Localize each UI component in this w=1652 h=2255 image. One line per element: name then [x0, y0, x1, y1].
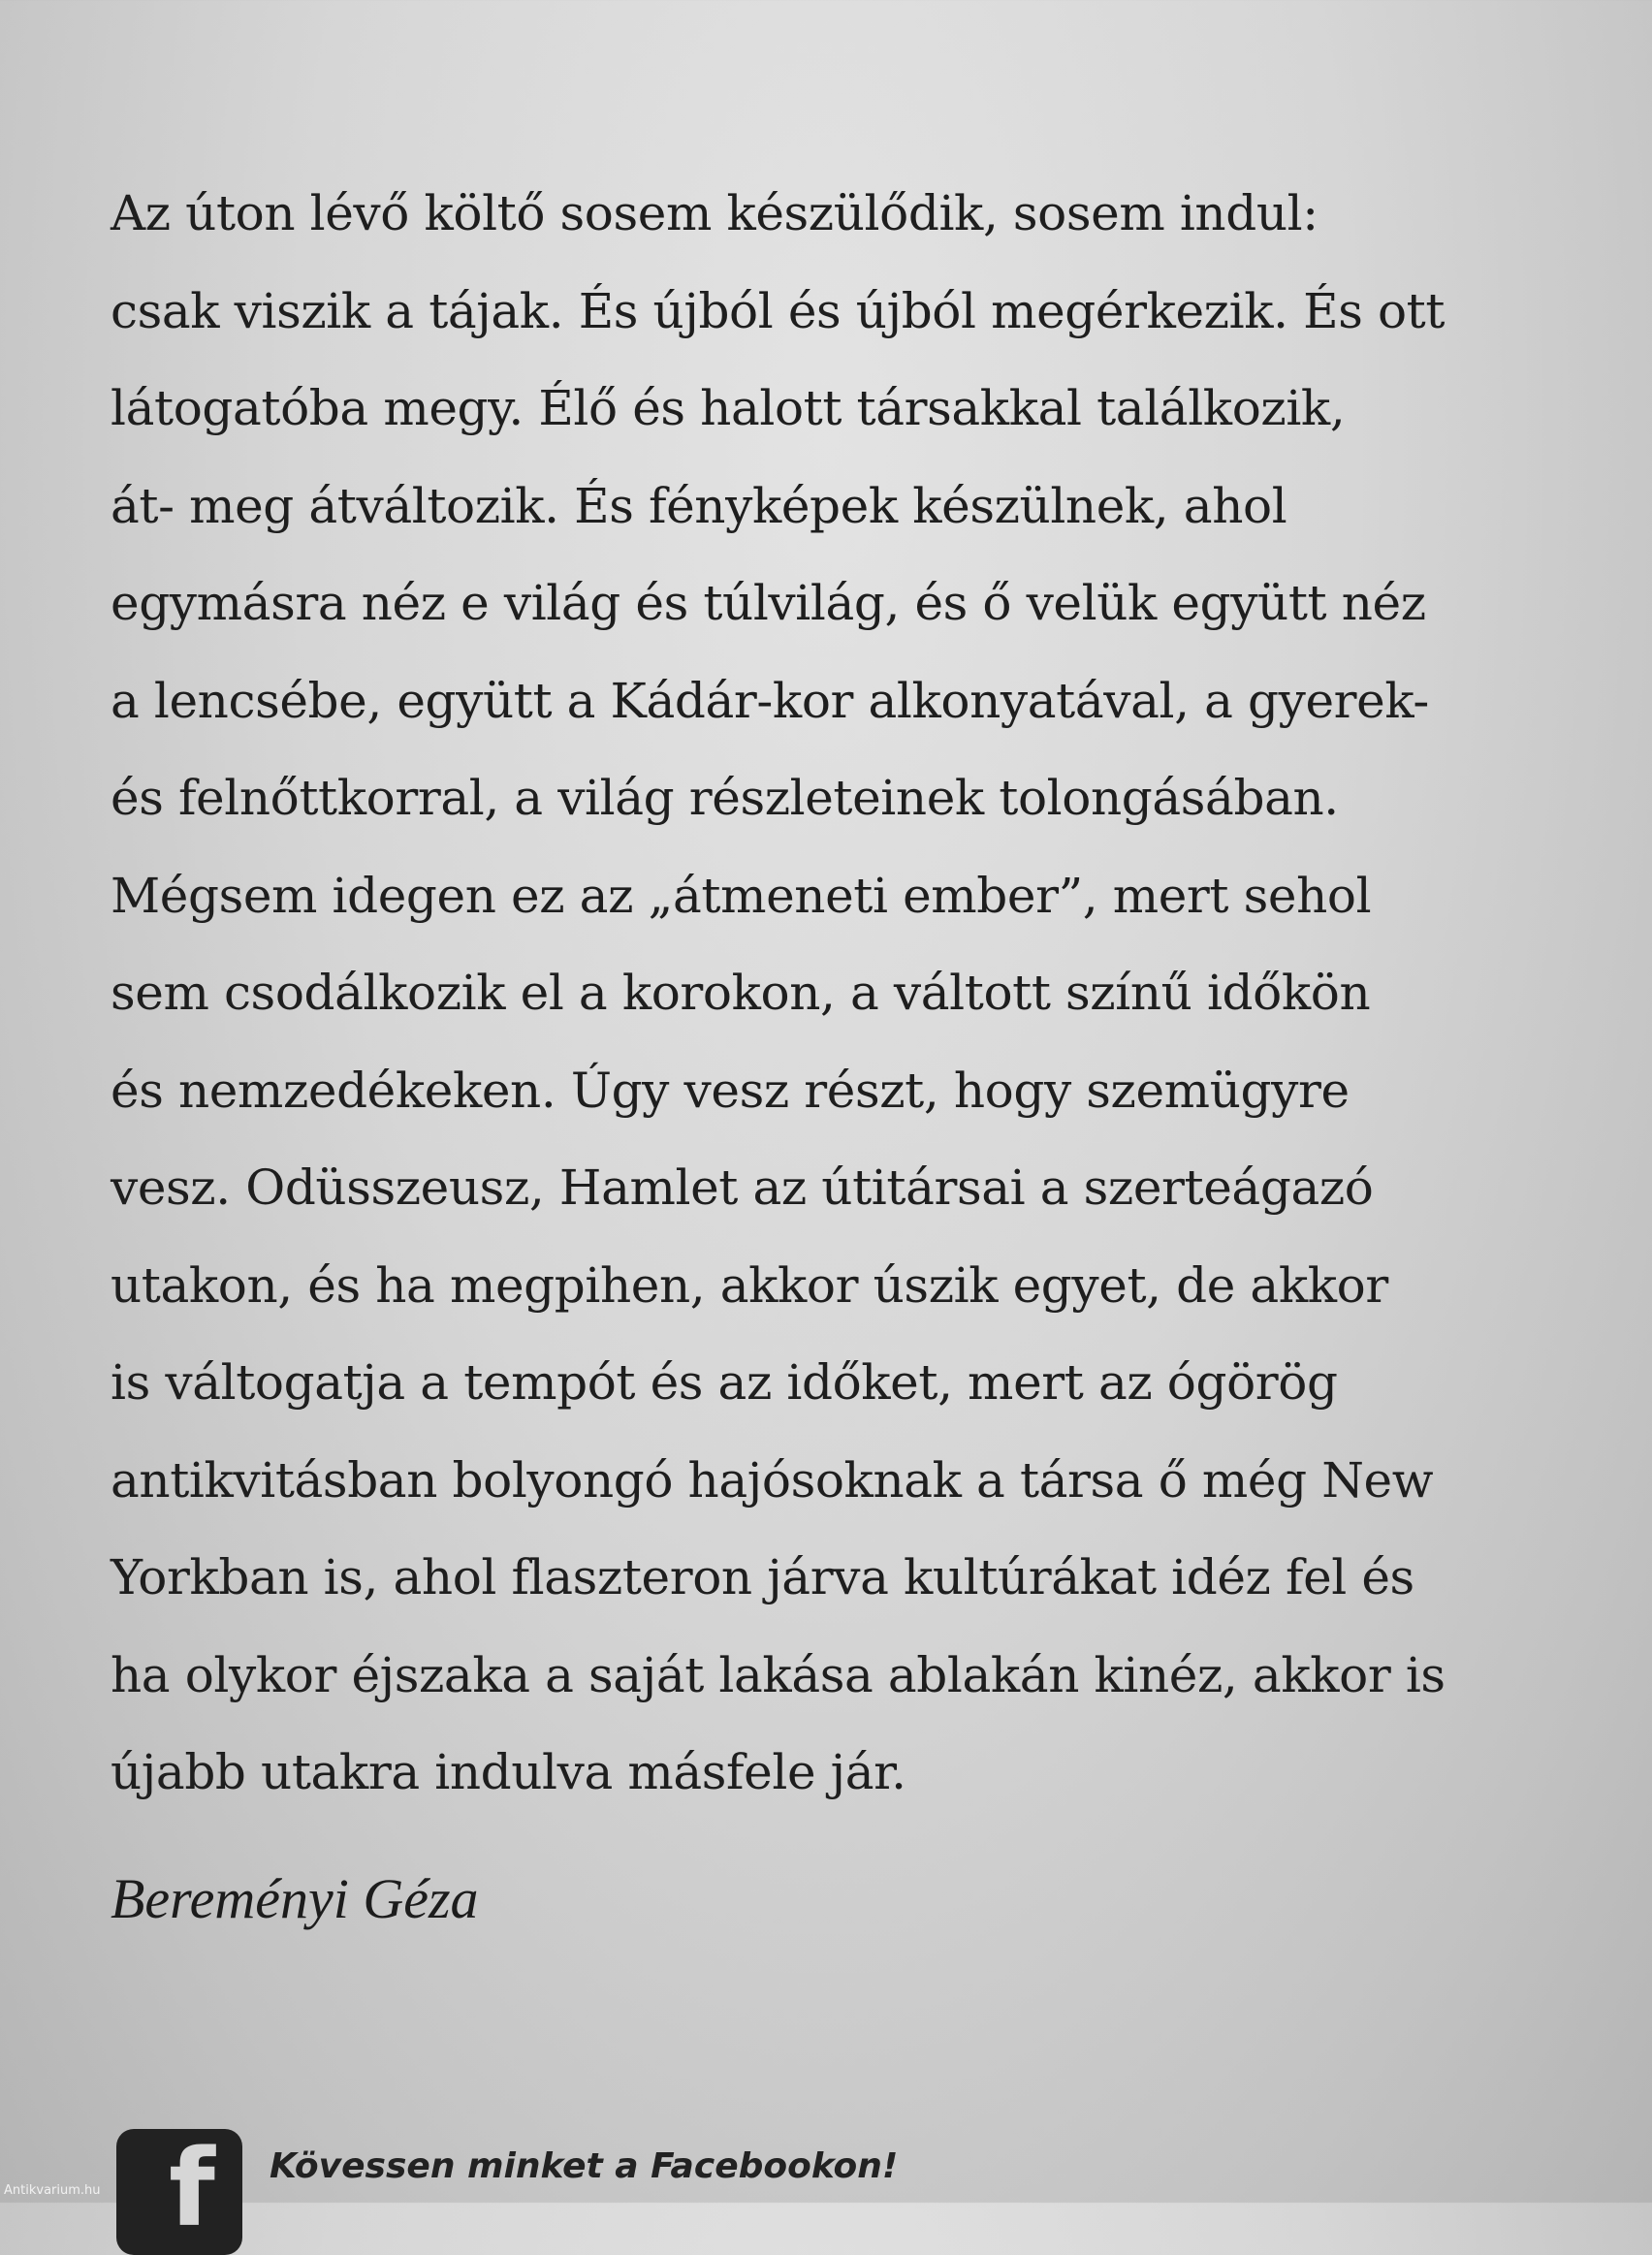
facebook-glyph: f	[169, 2129, 215, 2250]
facebook-promo[interactable]	[116, 2129, 989, 2250]
text-line: és nemzedékeken. Úgy vesz részt, hogy szemügyre	[111, 1062, 1350, 1119]
text-line: Az úton lévő költő sosem készülődik, sosem indul:	[111, 185, 1318, 241]
text-line: a lencsébe, együtt a Kádár-kor alkonyatával, a gyerek-	[111, 672, 1429, 729]
text-line: utakon, és ha megpihen, akkor úszik egyet, de akkor	[111, 1256, 1388, 1314]
text-line: látogatóba megy. Élő és halott társakkal találkozik,	[111, 380, 1346, 436]
text-line: Yorkban is, ahol flaszteron járva kultúrákat idéz fel és	[111, 1549, 1414, 1605]
text-line: csak viszik a tájak. És újból és újból megérkezik. És ott	[111, 282, 1446, 339]
text-line: ha olykor éjszaka a saját lakása ablakán kinéz, akkor is	[111, 1646, 1446, 1703]
text-line: antikvitásban bolyongó hajósoknak a társa ő még New	[111, 1451, 1434, 1509]
text-line: egymásra néz e világ és túlvilág, és ő velük együtt néz	[111, 575, 1426, 631]
text-line: is váltogatja a tempót és az időket, mert az ógörög	[111, 1354, 1338, 1411]
text-line: újabb utakra indulva másfele jár.	[111, 1744, 906, 1800]
text-line: sem csodálkozik el a korokon, a váltott színű időkön	[111, 965, 1371, 1021]
blurb-text	[111, 165, 1555, 1822]
text-line: át- meg átváltozik. És fényképek készülnek, ahol	[111, 477, 1287, 534]
text-line: Mégsem idegen ez az „átmeneti ember”, mert sehol	[111, 867, 1372, 924]
facebook-icon[interactable]	[116, 2129, 242, 2255]
facebook-follow-text: Kövessen minket a Facebookon!	[270, 2146, 899, 2186]
watermark: Antikvarium.hu	[4, 2183, 101, 2198]
author-signature: Bereményi Géza	[111, 1867, 479, 1930]
text-line: és felnőttkorral, a világ részleteinek tolongásában.	[111, 770, 1339, 826]
text-line: vesz. Odüsszeusz, Hamlet az útitársai a szerteágazó	[111, 1159, 1374, 1216]
